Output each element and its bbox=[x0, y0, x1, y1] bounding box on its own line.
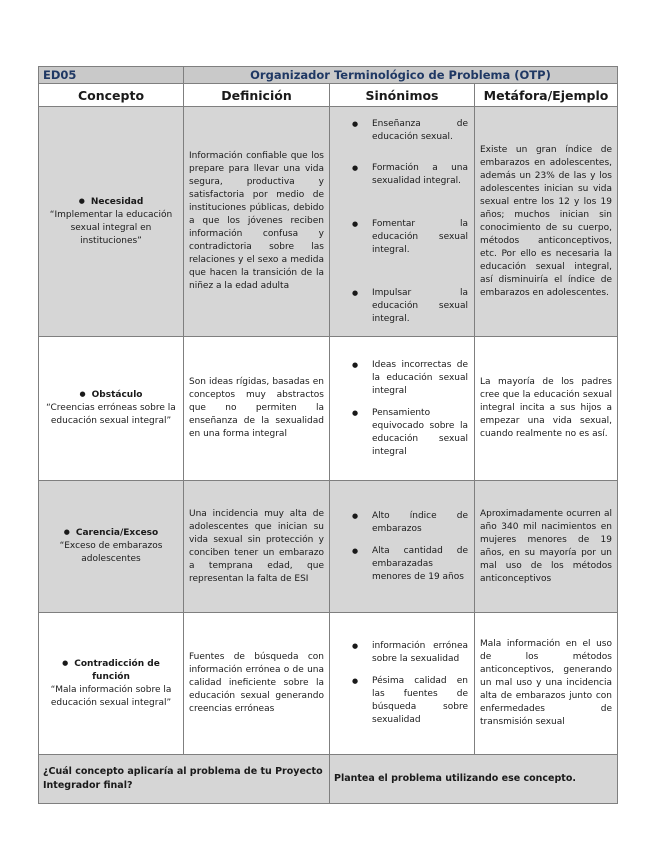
document-code: ED05 bbox=[39, 67, 184, 84]
synonyms-cell bbox=[330, 613, 475, 755]
column-header-sinonimos: Sinónimos bbox=[330, 84, 475, 107]
example-cell: Aproximadamente ocurren al año 340 mil nacimientos en mujeres menores de 19 años, en su mayoría por un mal uso de los métodos anticonceptivos bbox=[475, 481, 618, 613]
table-row-necesidad bbox=[39, 107, 618, 337]
definition-cell: Fuentes de búsqueda con información errónea o de una calidad ineficiente sobre la educación sexual generando creencias erróneas bbox=[184, 613, 330, 755]
concept-cell bbox=[39, 107, 184, 337]
column-headers bbox=[39, 84, 618, 107]
synonyms-list bbox=[330, 118, 474, 326]
synonym-item: ● Enseñanza de educación sexual. bbox=[330, 118, 468, 144]
synonym-item: ● Pensamiento equivocado sobre la educación sexual integral bbox=[330, 407, 468, 459]
document-title: Organizador Terminológico de Problema (OTP) bbox=[184, 67, 618, 84]
concept-name: ● Contradicción de función bbox=[62, 659, 160, 682]
column-header-concepto: Concepto bbox=[39, 84, 184, 107]
synonym-item: ● Ideas incorrectas de la educación sexual integral bbox=[330, 359, 468, 398]
synonym-item: ● información errónea sobre la sexualidad bbox=[330, 640, 468, 666]
example-cell: Existe un gran índice de embarazos en adolescentes, además un 23% de las y los adolescentes inician su vida sexual entre los 12 y los 19 años; muchos inician sin conocimiento de su cuerpo, métodos anticonceptivos, etc. Por ello es necesaria la educación sexual integral, así disminuiría el índice de embarazos en adolescentes. bbox=[475, 107, 618, 337]
table-row-carencia-exceso bbox=[39, 481, 618, 613]
otp-table bbox=[38, 66, 618, 804]
definition-cell: Son ideas rígidas, basadas en conceptos muy abstractos que no permiten la enseñanza de la sexualidad en una forma integral bbox=[184, 337, 330, 481]
column-header-metafora: Metáfora/Ejemplo bbox=[475, 84, 618, 107]
concept-cell bbox=[39, 613, 184, 755]
table-row-obstaculo bbox=[39, 337, 618, 481]
footer-question: ¿Cuál concepto aplicaría al problema de tu Proyecto Integrador final? bbox=[39, 755, 330, 804]
table-header-row bbox=[39, 67, 618, 84]
synonyms-list bbox=[330, 359, 474, 459]
synonym-item: ● Formación a una sexualidad integral. bbox=[330, 162, 468, 188]
example-cell: La mayoría de los padres cree que la educación sexual integral incita a sus hijos a empezar una vida sexual, cuando realmente no es así. bbox=[475, 337, 618, 481]
synonym-item: ● Alta cantidad de embarazadas menores de 19 años bbox=[330, 545, 468, 584]
synonym-item: ● Alto índice de embarazos bbox=[330, 510, 468, 536]
concept-name: ● Carencia/Exceso bbox=[64, 528, 158, 538]
concept-cell bbox=[39, 337, 184, 481]
concept-quote: “Mala información sobre la educación sexual integral” bbox=[50, 684, 172, 708]
synonyms-list bbox=[330, 510, 474, 584]
synonyms-cell bbox=[330, 337, 475, 481]
concept-cell bbox=[39, 481, 184, 613]
definition-cell: Información confiable que los prepare para llevar una vida segura, productiva y satisfactoria por medio de instituciones públicas, debido a que los jóvenes reciben información confusa y contradictoria sobre las relaciones y el sexo a medida que hacen la transición de la niñez a la edad adulta bbox=[184, 107, 330, 337]
example-cell: Mala información en el uso de los métodos anticonceptivos, generando un mal uso y una incidencia alta de embarazos junto con enfermedades de transmisión sexual bbox=[475, 613, 618, 755]
concept-quote: “Creencias erróneas sobre la educación sexual integral” bbox=[46, 403, 176, 426]
concept-quote: “Implementar la educación sexual integral en instituciones” bbox=[49, 209, 173, 246]
definition-cell: Una incidencia muy alta de adolescentes que inician su vida sexual sin protección y conciben tener un embarazo a temprana edad, que representan la falta de ESI bbox=[184, 481, 330, 613]
synonym-item: ● Impulsar la educación sexual integral. bbox=[330, 287, 468, 326]
synonym-item: ● Fomentar la educación sexual integral. bbox=[330, 218, 468, 257]
synonyms-cell bbox=[330, 107, 475, 337]
synonyms-list bbox=[330, 640, 474, 727]
table-footer-row bbox=[39, 755, 618, 804]
table-row-contradiccion bbox=[39, 613, 618, 755]
concept-name: ● Necesidad bbox=[79, 197, 144, 207]
footer-prompt: Plantea el problema utilizando ese concepto. bbox=[330, 755, 618, 804]
synonym-item: ● Pésima calidad en las fuentes de búsqueda sobre sexualidad bbox=[330, 675, 468, 727]
concept-name: ● Obstáculo bbox=[80, 390, 143, 400]
synonyms-cell bbox=[330, 481, 475, 613]
concept-quote: “Exceso de embarazos adolescentes bbox=[59, 541, 163, 564]
column-header-definicion: Definición bbox=[184, 84, 330, 107]
